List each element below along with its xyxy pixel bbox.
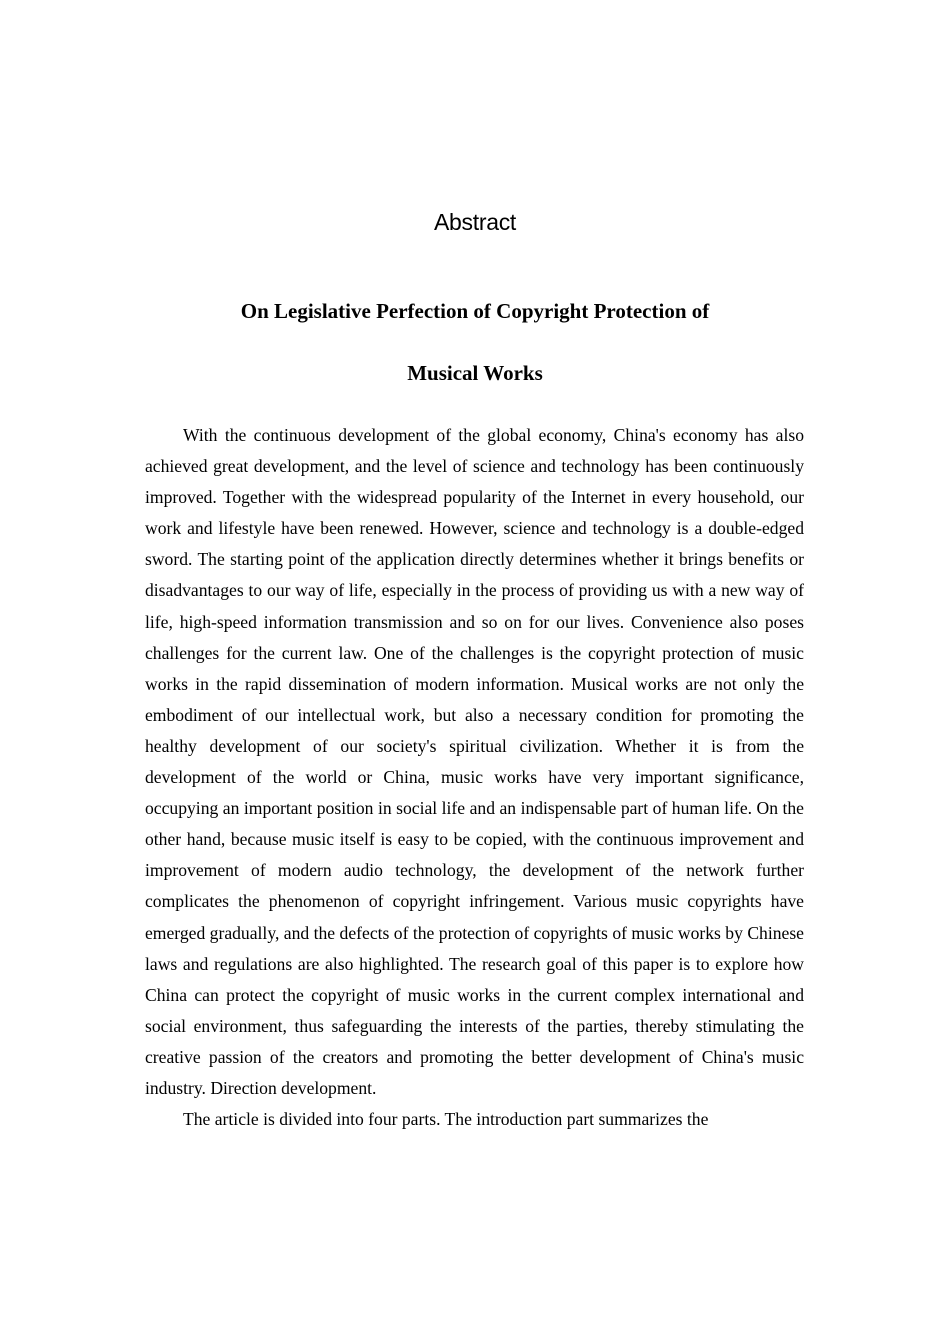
abstract-paragraph-1: With the continuous development of the global economy, China's economy has also achieved great development, and the level of science and technology has been continuously improved. Together with the widespread popularity of the Internet in every household, our work and lifestyle have been renewed. However, science and technology is a double-edged sword. The starting point of the application directly determines whether it brings benefits or disadvantages to our way of life, especially in the process of providing us with a new way of life, high-speed information transmission and so on for our lives. Convenience also poses challenges for the current law. One of the challenges is the copyright protection of music works in the rapid dissemination of modern information. Musical works are not only the embodiment of our intellectual work, but also a necessary condition for promoting the healthy development of our society's spiritual civilization. Whether it is from the development of the world or China, music works have very important significance, occupying an important position in social life and an indispensable part of human life. On the other hand, because music itself is easy to be copied, with the continuous improvement and improvement of modern audio technology, the development of the network further complicates the phenomenon of copyright infringement. Various music copyrights have emerged gradually, and the defects of the protection of copyrights of music works by Chinese laws and regulations are also highlighted. The research goal of this paper is to explore how China can protect the copyright of music works in the current complex international and social environment, thus safeguarding the interests of the parties, thereby stimulating the creative passion of the creators and promoting the better development of China's music industry. Direction development. — [145, 425, 804, 1098]
paper-title-line-2: Musical Works — [407, 361, 543, 385]
paper-title-line-1: On Legislative Perfection of Copyright Protection of — [240, 299, 710, 323]
abstract-body — [145, 420, 804, 1170]
abstract-heading: Abstract — [434, 209, 516, 235]
abstract-paragraph-2: The article is divided into four parts. The introduction part summarizes the — [183, 1109, 709, 1130]
